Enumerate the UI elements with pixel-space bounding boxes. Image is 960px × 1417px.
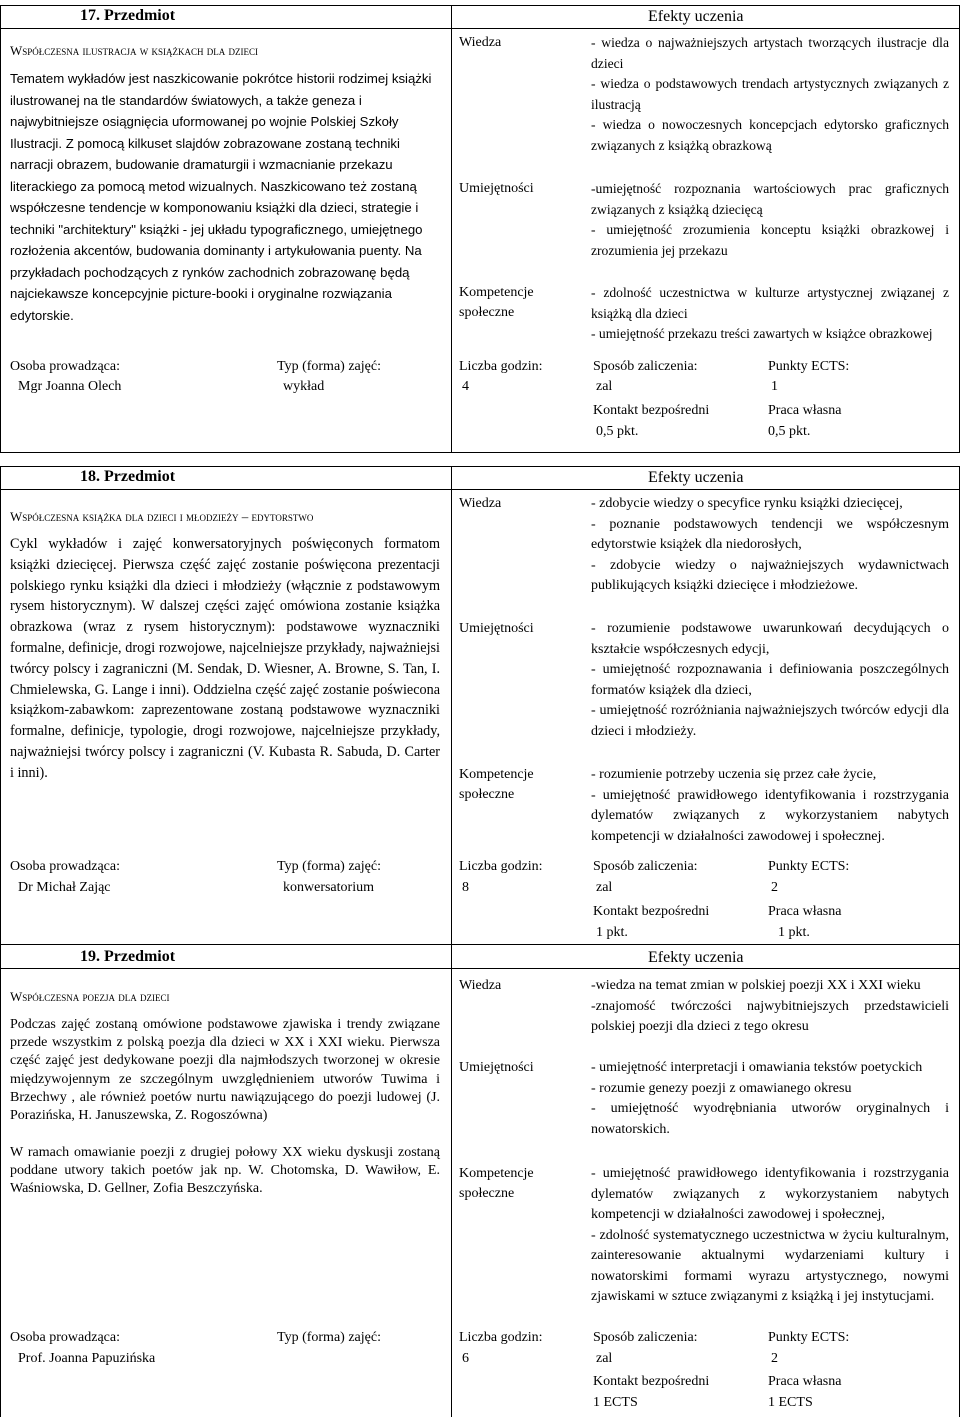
- skills-label: Umiejętności: [459, 621, 534, 636]
- subject-17: [0, 0, 960, 458]
- skills-item: - umiejętność zrozumienia konceptu książki obrazkowej i zrozumienia jej przekazu: [591, 222, 949, 258]
- hours-value: 6: [462, 1351, 469, 1366]
- skills-effects: [591, 1058, 949, 1140]
- skills-item: - rozumienie podstawowe uwarunkowań decydujących o kształcie współczesnych edycji,: [591, 621, 949, 657]
- hours-value: 8: [462, 880, 469, 895]
- subject-title: Współczesna książka dla dzieci i młodzieży – edytorstwo: [10, 509, 314, 524]
- hours-value: 4: [462, 379, 469, 394]
- contact-value: 0,5 pkt.: [596, 424, 639, 439]
- column-divider: [451, 944, 452, 1417]
- competences-item: - umiejętność przekazu treści zawartych w książce obrazkowej: [591, 326, 933, 341]
- assessment-value: zal: [596, 379, 613, 394]
- own-work-value: 1 ECTS: [768, 1395, 813, 1410]
- competences-item: - zdolność uczestnictwa w kulturze artystycznej związanej z książką dla dzieci: [591, 285, 949, 321]
- knowledge-item: - zdobycie wiedzy o najważniejszych wydawnictwach publikujących książki dziecięce i młodzieżowe.: [591, 557, 949, 593]
- lecturer-name: Prof. Joanna Papuzińska: [18, 1351, 156, 1366]
- subject-description-continued: W ramach omawianie poezji z drugiej połowy XX wieku dyskusji zostaną poddane utwory takich poetów jak np. W. Chotomska, D. Wawiłow, E. Waśniowska, D. Gellner, Zofia Beszczyńska.: [10, 1145, 440, 1197]
- own-work-value: 1 pkt.: [778, 925, 810, 940]
- lecturer-name: Mgr Joanna Olech: [18, 379, 122, 394]
- knowledge-label: Wiedza: [459, 978, 502, 993]
- contact-value: 1 ECTS: [593, 1395, 638, 1410]
- header-divider: [0, 489, 960, 490]
- type-value: konwersatorium: [283, 880, 374, 895]
- skills-effects: [591, 619, 949, 742]
- effects-heading: Efekty uczenia: [648, 8, 744, 25]
- competences-label: Kompetencje społeczne: [459, 285, 534, 320]
- header-divider: [0, 28, 960, 29]
- subject-title: Współczesna ilustracja w książkach dla dzieci: [10, 43, 259, 58]
- competences-item: - umiejętność prawidłowego identyfikowania i rozstrzygania dylematów związanych z wykorzystaniem nabytych kompetencji w działalności zawodowej i społecznej,: [591, 1166, 949, 1222]
- knowledge-item: - zdobycie wiedzy o specyfice rynku książki dziecięcej,: [591, 496, 903, 511]
- subject-description: Podczas zajęć zostaną omówione podstawowe zjawiska i trendy związane przede wszystkim z polską poezja dla dzieci w XX i XXI wieku. Pierwsza część zajęć jest dedykowane poezji dla najmłodszych tworzonej w okresie międzywojennym ze szczególnym uwzględnieniem utworów Tuwima i Brzechwy , ale również poetów nurtu nawiązującego do poezji ludowej (J. Porazińska, H. Januszewska, Z. Rogoszówna): [10, 1017, 440, 1124]
- subject-title: Współczesna poezja dla dzieci: [10, 989, 170, 1004]
- knowledge-item: - poznanie podstawowych tendencji we współczesnym edytorstwie książek dla niedorosłych,: [591, 516, 949, 552]
- skills-effects: [591, 179, 949, 261]
- contact-value: 1 pkt.: [596, 925, 628, 940]
- border-left: [0, 466, 1, 950]
- skills-label: Umiejętności: [459, 1060, 534, 1075]
- subject-number: 17. Przedmiot: [80, 7, 176, 24]
- lecturer-label: Osoba prowadząca:: [10, 859, 121, 874]
- knowledge-item: - wiedza o nowoczesnych koncepcjach edytorsko graficznych związanych z książką obrazkową: [591, 117, 949, 153]
- effects-heading: Efekty uczenia: [648, 469, 744, 486]
- knowledge-item: - wiedza o najważniejszych artystach tworzących ilustracje dla dzieci: [591, 35, 949, 71]
- assessment-value: zal: [596, 880, 613, 895]
- ects-label: Punkty ECTS:: [768, 1330, 850, 1345]
- border-left: [0, 944, 1, 1417]
- subject-description: Tematem wykładów jest naszkicowanie pokrótce historii rodzimej książki ilustrowanej na tle standardów światowych, a także geneza i najwybitniejsze osiągnięcia uformowanej po wojnie Polskiej Szkoły Ilustracji. Z pomocą kilkuset slajdów zobrazowane zostaną techniki narracji obrazem, budowanie dramaturgii i wzmacnianie przekazu literackiego za pomocą metod wizualnych. Naszkicowano też zostaną współczesne tendencje w komponowaniu książki dla dzieci, strategie i techniki "architektury" książki - jej układu typograficznego, umiejętnego rozłożenia akcentów, budowania dominanty i artykułowania puenty. Na przykładach pochodzących z rynków zachodnich zobrazowanę będą najciekawsze koncepcyjnie picture-booki i oryginalne rozwiązania edytorskie.: [10, 71, 432, 323]
- knowledge-item: -znajomość twórczości najwybitniejszych przedstawicieli polskiej poezji dla dzieci z tego okresu: [591, 998, 949, 1034]
- lecturer-label: Osoba prowadząca:: [10, 359, 121, 374]
- effects-heading: Efekty uczenia: [648, 949, 744, 966]
- hours-label: Liczba godzin:: [459, 359, 543, 374]
- knowledge-effects: [591, 33, 949, 156]
- competences-label: Kompetencje społeczne: [459, 767, 534, 802]
- lecturer-label: Osoba prowadząca:: [10, 1330, 121, 1345]
- competences-effects: [591, 1164, 949, 1308]
- hours-label: Liczba godzin:: [459, 859, 543, 874]
- column-divider: [451, 5, 452, 452]
- type-value: wykład: [283, 379, 325, 394]
- skills-item: - umiejętność interpretacji i omawiania tekstów poetyckich: [591, 1060, 923, 1075]
- competences-label: Kompetencje społeczne: [459, 1166, 534, 1201]
- assessment-label: Sposób zaliczenia:: [593, 1330, 698, 1345]
- knowledge-label: Wiedza: [459, 496, 502, 511]
- skills-item: - umiejętność wyodrębniania utworów oryginalnych i nowatorskich.: [591, 1101, 949, 1137]
- border-left: [0, 5, 1, 452]
- ects-value: 1: [771, 379, 778, 394]
- type-label: Typ (forma) zajęć:: [277, 1330, 381, 1345]
- skills-label: Umiejętności: [459, 181, 534, 196]
- table-border-bottom: [0, 452, 960, 453]
- knowledge-effects: [591, 976, 949, 1038]
- subject-18: [0, 462, 960, 950]
- contact-label: Kontakt bezpośredni: [593, 403, 710, 418]
- own-work-value: 0,5 pkt.: [768, 424, 811, 439]
- assessment-label: Sposób zaliczenia:: [593, 359, 698, 374]
- own-work-label: Praca własna: [768, 403, 842, 418]
- skills-item: - rozumie genezy poezji z omawianego okresu: [591, 1080, 852, 1096]
- competences-effects: [591, 765, 949, 847]
- competences-effects: [591, 283, 949, 345]
- ects-value: 2: [771, 880, 778, 895]
- table-border-top: [0, 944, 960, 945]
- skills-item: - umiejętność rozpoznawania i definiowania poszczególnych formatów książek dla dzieci,: [591, 662, 949, 698]
- subject-19: [0, 944, 960, 1417]
- assessment-value: zal: [596, 1351, 613, 1366]
- contact-label: Kontakt bezpośredni: [593, 904, 710, 919]
- subject-number: 19. Przedmiot: [80, 948, 176, 965]
- type-label: Typ (forma) zajęć:: [277, 359, 381, 374]
- lecturer-name: Dr Michał Zając: [18, 880, 111, 895]
- competences-item: - umiejętność prawidłowego identyfikowania i rozstrzygania dylematów związanych z wykorzystaniem nabytych kompetencji w działalności zawodowej i społecznej.: [591, 787, 949, 844]
- competences-item: - rozumienie potrzeby uczenia się przez całe życie,: [591, 767, 877, 782]
- type-label: Typ (forma) zajęć:: [277, 859, 381, 874]
- skills-item: - umiejętność rozróżniania najważniejszych twórców edycji dla dzieci i młodzieży.: [591, 703, 949, 739]
- ects-label: Punkty ECTS:: [768, 859, 850, 874]
- knowledge-label: Wiedza: [459, 35, 502, 50]
- assessment-label: Sposób zaliczenia:: [593, 859, 698, 874]
- contact-label: Kontakt bezpośredni: [593, 1374, 710, 1389]
- skills-item: -umiejętność rozpoznania wartościowych prac graficznych związanych z książką dziecięcą: [591, 181, 949, 217]
- subject-number: 18. Przedmiot: [80, 468, 176, 485]
- ects-value: 2: [771, 1351, 778, 1366]
- own-work-label: Praca własna: [768, 1374, 842, 1389]
- header-divider: [0, 968, 960, 969]
- knowledge-effects: [591, 494, 949, 597]
- hours-label: Liczba godzin:: [459, 1330, 543, 1345]
- own-work-label: Praca własna: [768, 904, 842, 919]
- column-divider: [451, 466, 452, 950]
- subject-description: Cykl wykładów i zajęć konwersatoryjnych poświęconych formatom książki dziecięcej. Pierwsza część zajęć zostanie poświęcona prezentacji polskiego rynku książki dla dzieci i młodzieży (włącznie z podstawowym rysem historycznym). W dalszej części zajęć omówiona zostanie książka obrazkowa (wraz z rysem historycznym): podstawowe wyznaczniki formalne, definicje, drogi rozwojowe, najcelniejsze przykłady, najważniejsi twórcy polscy i zagraniczni (M. Sendak, D. Wiesner, A. Browne, S. Tan, I. Chmielewska, G. Lange i inni). Oddzielna część zajęć zostanie poświecona książkom-zabawkom: zaprezentowane zostaną podstawowe wyznaczniki formalne, definicje, typologie, drogi rozwojowe, najcelniejsze przykłady, najważniejsi twórcy polscy i zagraniczni (V. Kubasta R. Sabuda, D. Carter i inni).: [10, 536, 440, 781]
- knowledge-item: -wiedza na temat zmian w polskiej poezji XX i XXI wieku: [591, 978, 921, 993]
- knowledge-item: - wiedza o podstawowych trendach artystycznych związanych z ilustracją: [591, 76, 949, 112]
- ects-label: Punkty ECTS:: [768, 359, 850, 374]
- competences-item: - zdolność systematycznego uczestnictwa w życiu kulturalnym, zainteresowanie aktualnymi wydarzeniami kultury i nowatorskimi formami wyrazu artystycznego, nowymi zjawiskami w sztuce związanymi z książką i jej instytucjami.: [591, 1227, 949, 1304]
